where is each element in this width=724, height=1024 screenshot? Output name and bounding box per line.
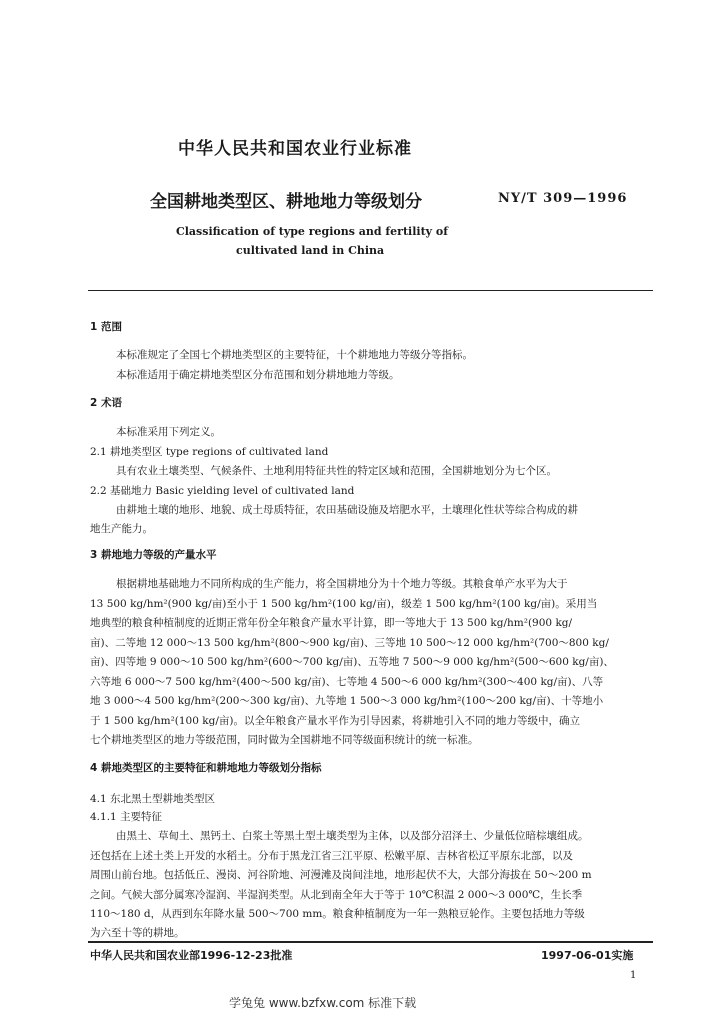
section-4-line: 还包括在上述土类上开发的水稻土。分布于黑龙江省三江平原、松嫩平原、吉林省松辽平原东北部，以及 <box>90 850 573 862</box>
section-3-line: 亩)、四等地 9 000～10 500 kg/hm²(600～700 kg/亩)、五等地 7 500～9 000 kg/hm²(500～600 kg/亩)、 <box>90 656 614 668</box>
section-1-paragraph-2: 本标准适用于确定耕地类型区分布范围和划分耕地地力等级。 <box>116 369 400 381</box>
section-3-line: 七个耕地类型区的地力等级范围，同时做为全国耕地不同等级面积统计的统一标准。 <box>90 734 479 746</box>
header-divider <box>88 290 653 291</box>
term-2-1-definition: 具有农业土壤类型、气候条件、土地利用特征共性的特定区域和范围，全国耕地划分为七个区。 <box>116 465 557 477</box>
section-3-line: 亩)、二等地 12 000～13 500 kg/hm²(800～900 kg/亩)、三等地 10 500～12 000 kg/hm²(700～800 kg/ <box>90 637 609 649</box>
section-3-line: 根据耕地基础地力不同所构成的生产能力，将全国耕地分为十个地力等级。其粮食单产水平为大于 <box>116 578 568 590</box>
english-title-line-2: cultivated land in China <box>236 244 385 257</box>
standard-code: NY/T 309—1996 <box>498 191 628 206</box>
section-4-line: 110～180 d，从西到东年降水量 500～700 mm。粮食种植制度为一年一熟粮豆轮作。主要包括地力等级 <box>90 908 585 920</box>
page-number: 1 <box>630 970 637 981</box>
section-1-paragraph-1: 本标准规定了全国七个耕地类型区的主要特征，十个耕地地力等级分等指标。 <box>116 349 473 361</box>
section-3-line: 13 500 kg/hm²(900 kg/亩)至小于 1 500 kg/hm²(100 kg/亩)，级差 1 500 kg/hm²(100 kg/亩)。采用当 <box>90 598 598 610</box>
term-2-1: 2.1 耕地类型区 type regions of cultivated land <box>90 446 329 458</box>
english-title-line-1: Classification of type regions and fertility of <box>176 225 448 238</box>
section-2-heading: 2 术语 <box>90 397 122 409</box>
section-3-line: 于 1 500 kg/hm²(100 kg/亩)。以全年粮食产量水平作为引导因素，将耕地引入不同的地力等级中，确立 <box>90 715 580 727</box>
effective-date: 1997-06-01实施 <box>541 949 634 962</box>
term-2-2-definition-line-2: 地生产能力。 <box>90 523 153 535</box>
section-4-line: 之间。气候大部分属寒冷湿润、半湿润类型。从北到南全年大于等于 10℃积温 2 000～3 000℃，生长季 <box>90 889 583 901</box>
section-3-line: 六等地 6 000～7 500 kg/hm²(400～500 kg/亩)、七等地 4 500～6 000 kg/hm²(300～400 kg/亩)、八等 <box>90 676 604 688</box>
footer-divider <box>88 941 653 943</box>
section-3-heading: 3 耕地地力等级的产量水平 <box>90 549 217 561</box>
section-4-1-1-heading: 4.1.1 主要特征 <box>90 811 163 823</box>
document-title: 全国耕地类型区、耕地地力等级划分 <box>150 192 422 212</box>
watermark: 学兔兔 www.bzfxw.com 标准下载 <box>229 996 417 1010</box>
section-4-line: 由黑土、草甸土、黑钙土、白浆土等黑土型土壤类型为主体，以及部分沼泽土、少量低位暗棕壤组成。 <box>116 830 589 842</box>
section-4-line: 为六至十等的耕地。 <box>90 927 185 939</box>
section-4-line: 周围山前台地。包括低丘、漫岗、河谷阶地、河漫滩及岗间洼地，地形起伏不大，大部分海拔在 50～200 m <box>90 869 592 881</box>
org-title: 中华人民共和国农业行业标准 <box>178 139 412 159</box>
section-4-heading: 4 耕地类型区的主要特征和耕地地力等级划分指标 <box>90 762 322 774</box>
term-2-2-definition-line-1: 由耕地土壤的地形、地貌、成土母质特征，农田基础设施及培肥水平，土壤理化性状等综合构成的耕 <box>116 504 578 516</box>
section-3-line: 地 3 000～4 500 kg/hm²(200～300 kg/亩)、九等地 1 500～3 000 kg/hm²(100～200 kg/亩)、十等地小 <box>90 695 604 707</box>
section-3-line: 地典型的粮食种植制度的近期正常年份全年粮食产量水平计算，即一等地大于 13 500 kg/hm²(900 kg/ <box>90 617 573 629</box>
section-1-heading: 1 范围 <box>90 321 122 333</box>
issue-date: 中华人民共和国农业部1996-12-23批准 <box>90 949 293 962</box>
term-2-2: 2.2 基础地力 Basic yielding level of cultivated land <box>90 485 355 497</box>
section-2-intro: 本标准采用下列定义。 <box>116 426 221 438</box>
section-4-1-heading: 4.1 东北黑土型耕地类型区 <box>90 793 216 805</box>
